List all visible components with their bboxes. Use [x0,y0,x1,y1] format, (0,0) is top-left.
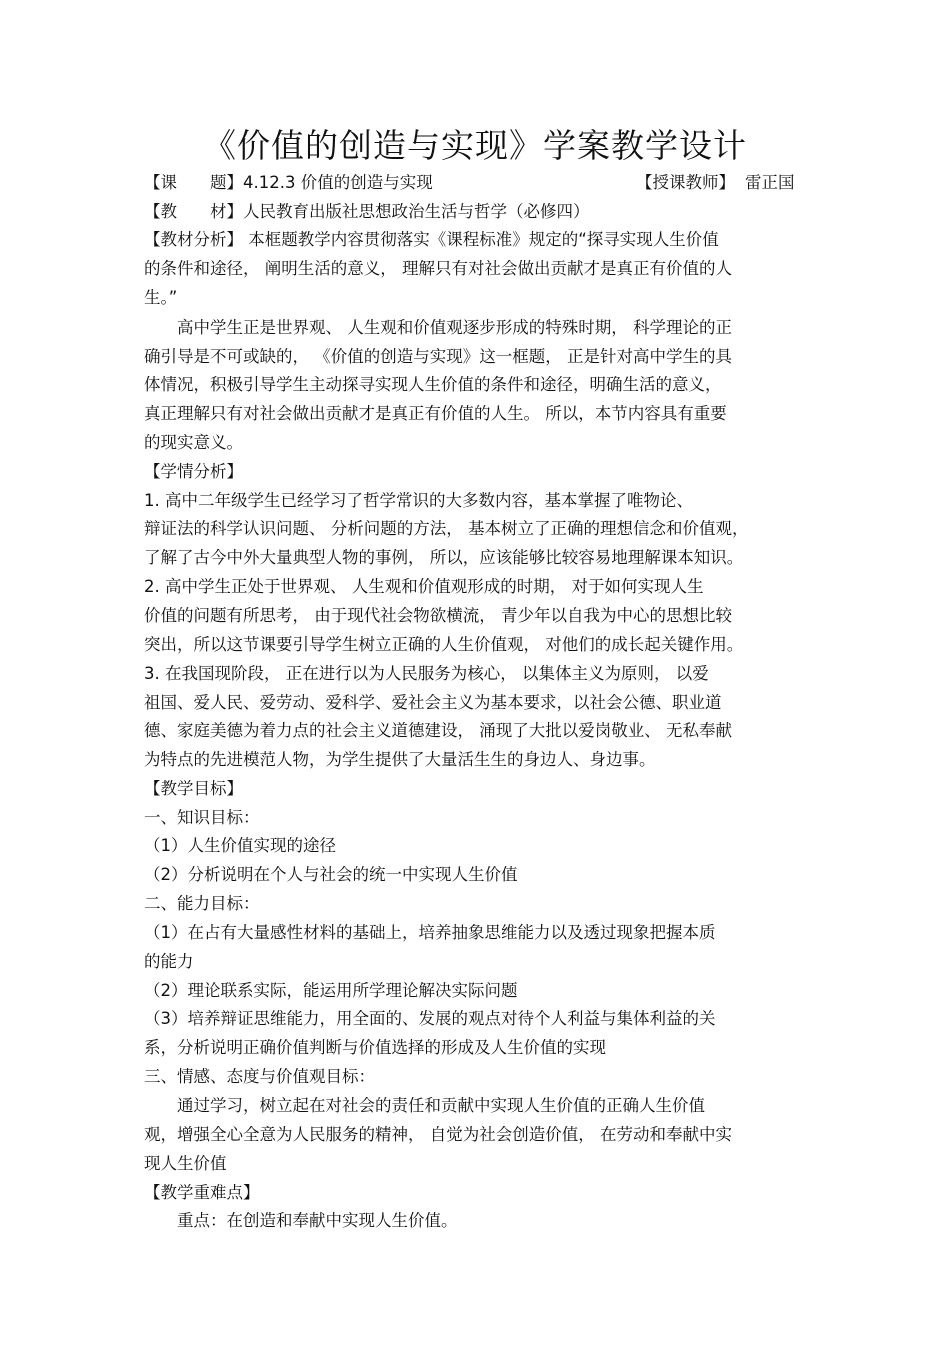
text-line: 3. 在我国现阶段， 正在进行以为人民服务为核心， 以集体主义为原则， 以爱 [144,664,709,683]
teacher-name: 雷正国 [745,173,795,192]
text-line: 三、情感、态度与价值观目标： [144,1067,375,1086]
text-line: 价值的问题有所思考， 由于现代社会物欲横流， 青少年以自我为中心的思想比较 [144,606,732,625]
text-line: 的现实意义。 [144,433,243,452]
text-line: 【教学目标】 [144,779,243,798]
text-line: 的条件和途径， 阐明生活的意义， 理解只有对社会做出贡献才是真正有价值的人 [144,259,732,278]
text-line: （1）在占有大量感性材料的基础上，培养抽象思维能力以及透过现象把握本质 [144,923,716,942]
textbook-value: 人民教育出版社思想政治生活与哲学（必修四） [243,202,590,221]
text-line: 德、家庭美德为着力点的社会主义道德建设， 涌现了大批以爱岗敬业、 无私奉献 [144,721,732,740]
text-line: 了解了古今中外大量典型人物的事例， 所以，应该能够比较容易地理解课本知识。 [144,548,744,567]
text-line: 体情况，积极引导学生主动探寻实现人生价值的条件和途径，明确生活的意义， [144,375,722,394]
text-line: 【教材分析】 本框题教学内容贯彻落实《课程标准》规定的“探寻实现人生价值 [144,230,719,249]
textbook-line [144,201,814,223]
course-label: 【课 题】 [144,173,243,192]
text-line: 系，分析说明正确价值判断与价值选择的形成及人生价值的实现 [144,1038,606,1057]
text-line: 重点：在创造和奉献中实现人生价值。 [144,1211,458,1230]
text-line: （2）理论联系实际，能运用所学理论解决实际问题 [144,981,518,1000]
text-line: （3）培养辩证思维能力，用全面的、发展的观点对待个人利益与集体利益的关 [144,1009,716,1028]
course-line [144,172,814,194]
text-line: 突出，所以这节课要引导学生树立正确的人生价值观， 对他们的成长起关键作用。 [144,635,744,654]
text-line: 高中学生正是世界观、 人生观和价值观逐步形成的特殊时期， 科学理论的正 [144,318,732,337]
text-line: （2）分析说明在个人与社会的统一中实现人生价值 [144,865,518,884]
text-line: 一、知识目标： [144,808,260,827]
text-line: 【教学重难点】 [144,1183,260,1202]
text-line: 二、能力目标： [144,894,260,913]
text-line: 真正理解只有对社会做出贡献才是真正有价值的人生。 所以，本节内容具有重要 [144,404,727,423]
text-line: 【学情分析】 [144,462,243,481]
text-line: 现人生价值 [144,1154,227,1173]
text-line: 的能力 [144,952,194,971]
document-title: 《价值的创造与实现》学案教学设计 [203,126,747,165]
text-line: 1. 高中二年级学生已经学习了哲学常识的大多数内容，基本掌握了唯物论、 [144,491,693,510]
text-line: 观，增强全心全意为人民服务的精神， 自觉为社会创造价值， 在劳动和奉献中实 [144,1125,732,1144]
course-value: 4.12.3 价值的创造与实现 [243,173,433,192]
textbook-label: 【教 材】 [144,202,243,221]
text-line: 确引导是不可或缺的， 《价值的创造与实现》这一框题， 正是针对高中学生的具 [144,347,732,366]
teacher-block [636,172,795,194]
text-line: 2. 高中学生正处于世界观、 人生观和价值观形成的时期， 对于如何实现人生 [144,577,704,596]
teacher-label: 【授课教师】 [636,173,735,192]
text-line: 通过学习，树立起在对社会的责任和贡献中实现人生价值的正确人生价值 [144,1096,705,1115]
text-line: 生。” [144,288,178,307]
text-line: 祖国、爱人民、爱劳动、爱科学、爱社会主义为基本要求，以社会公德、职业道 [144,693,722,712]
text-line: （1）人生价值实现的途径 [144,836,336,855]
text-line: 辩证法的科学认识问题、 分析问题的方法， 基本树立了正确的理想信念和价值观， [144,519,749,538]
text-line: 为特点的先进模范人物，为学生提供了大量活生生的身边人、身边事。 [144,750,656,769]
